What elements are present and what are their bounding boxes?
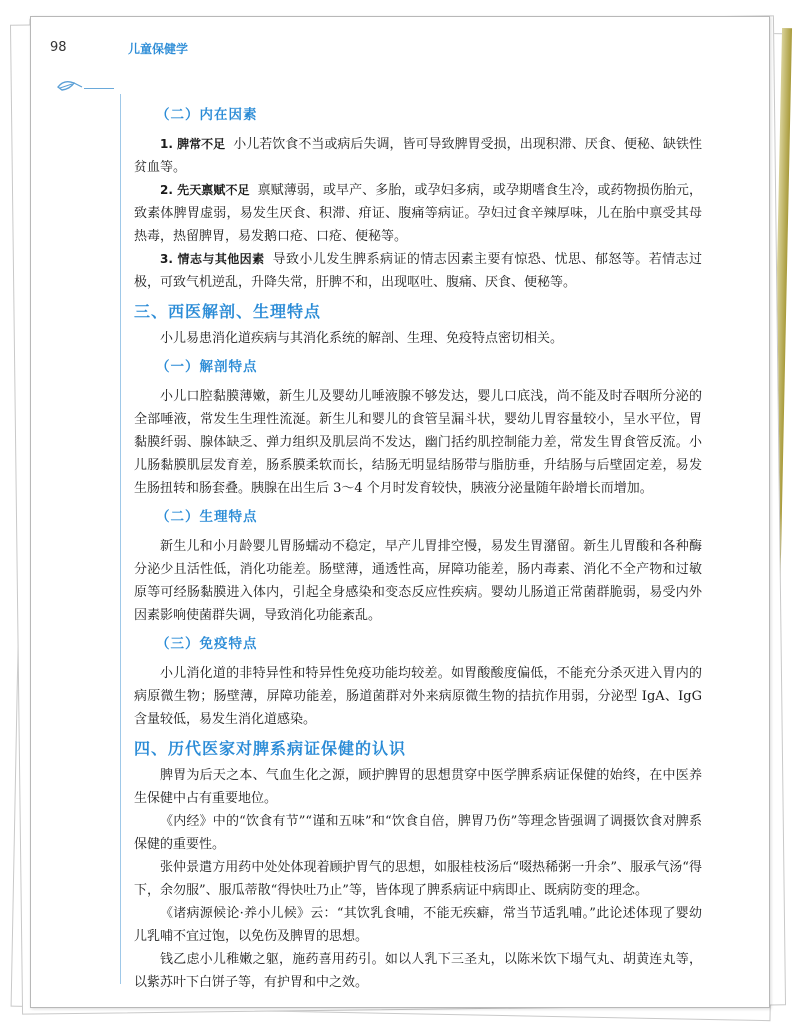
item-lead: 3. 情志与其他因素 — [160, 252, 265, 266]
running-title: 儿童保健学 — [128, 42, 189, 56]
item-text: 禀赋薄弱，或早产、多胎，或孕妇多病，或孕期嗜食生冷，或药物损伤胎元，致素体脾胃虚弱，易发生厌食、积滞、疳证、腹痛等病证。孕妇过食辛辣厚味，儿在胎中禀受其母热毒，热留脾胃，易发鹅口疮、口疮、便秘等。 — [134, 183, 702, 244]
item-lead: 2. 先天禀赋不足 — [160, 183, 250, 197]
paragraph — [134, 248, 702, 294]
paragraph: 钱乙虑小儿稚嫩之躯，施药喜用药引。如以人乳下三圣丸，以陈米饮下塌气丸、胡黄连丸等，以紫苏叶下白饼子等，有护胃和中之效。 — [134, 952, 702, 990]
subsection-heading: （三）免疫特点 — [156, 636, 258, 652]
item-text: 小儿若饮食不当或病后失调，皆可导致脾胃受损，出现积滞、厌食、便秘、缺铁性贫血等。 — [134, 137, 702, 175]
leaf-ornament-icon — [56, 78, 84, 96]
paragraph: 新生儿和小月龄婴儿胃肠蠕动不稳定，早产儿胃排空慢，易发生胃潴留。新生儿胃酸和各种酶分泌少且活性低，消化功能差。肠壁薄，通透性高，屏障功能差，肠内毒素、消化不全产物和过敏原等可经肠黏膜进入体内，引起全身感染和变态反应性疾病。婴幼儿肠道正常菌群脆弱，易受内外因素影响使菌群失调，导致消化功能紊乱。 — [134, 539, 702, 623]
paragraph: 小儿口腔黏膜薄嫩，新生儿及婴幼儿唾液腺不够发达，婴儿口底浅，尚不能及时吞咽所分泌的全部唾液，常发生生理性流涎。新生儿和婴儿的食管呈漏斗状，婴幼儿胃容量较小，呈水平位，胃黏膜纤弱、腺体缺乏、弹力组织及肌层尚不发达，幽门括约肌控制能力差，常发生胃食管反流。小儿肠黏膜肌层发育差，肠系膜柔软而长，结肠无明显结肠带与脂肪垂，升结肠与后壁固定差，易发生肠扭转和肠套叠。胰腺在出生后 3～4 个月时发育较快，胰液分泌量随年龄增长而增加。 — [134, 389, 702, 496]
subsection-heading: （二）内在因素 — [156, 107, 258, 123]
page-number: 98 — [50, 40, 67, 55]
header-rule — [84, 88, 114, 89]
paragraph: 《诸病源候论·养小儿候》云：“其饮乳食哺，不能无疾癖，常当节适乳哺。”此论述体现了婴幼儿乳哺不宜过饱，以免伤及脾胃的思想。 — [134, 906, 702, 944]
paragraph: 《内经》中的“饮食有节”“谨和五味”和“饮食自倍，脾胃乃伤”等理念皆强调了调摄饮食对脾系保健的重要性。 — [134, 814, 702, 852]
section-heading: 四、历代医家对脾系病证保健的认识 — [134, 739, 407, 758]
subsection-heading: （一）解剖特点 — [156, 359, 258, 375]
page-content — [134, 98, 702, 994]
paragraph: 脾胃为后天之本、气血生化之源，顾护脾胃的思想贯穿中医学脾系病证保健的始终，在中医养生保健中占有重要地位。 — [134, 768, 702, 806]
margin-rule — [120, 94, 121, 984]
section-heading: 三、西医解剖、生理特点 — [134, 302, 322, 321]
item-text: 导致小儿发生脾系病证的情志因素主要有惊恐、忧思、郁怒等。若情志过极，可致气机逆乱，升降失常，肝脾不和，出现呕吐、腹痛、厌食、便秘等。 — [134, 252, 702, 290]
subsection-heading: （二）生理特点 — [156, 509, 258, 525]
paragraph: 小儿易患消化道疾病与其消化系统的解剖、生理、免疫特点密切相关。 — [160, 331, 564, 346]
paragraph: 小儿消化道的非特异性和特异性免疫功能均较差。如胃酸酸度偏低，不能充分杀灭进入胃内的病原微生物；肠壁薄，屏障功能差，肠道菌群对外来病原微生物的拮抗作用弱，分泌型 IgA、IgG 含量较低，易发生消化道感染。 — [134, 666, 702, 727]
paragraph: 张仲景遣方用药中处处体现着顾护胃气的思想，如服桂枝汤后“啜热稀粥一升余”、服承气汤“得下，余勿服”、服瓜蒂散“得快吐乃止”等，皆体现了脾系病证中病即止、既病防变的理念。 — [134, 860, 702, 898]
paragraph — [134, 179, 702, 248]
paragraph — [134, 133, 702, 179]
item-lead: 1. 脾常不足 — [160, 137, 226, 151]
